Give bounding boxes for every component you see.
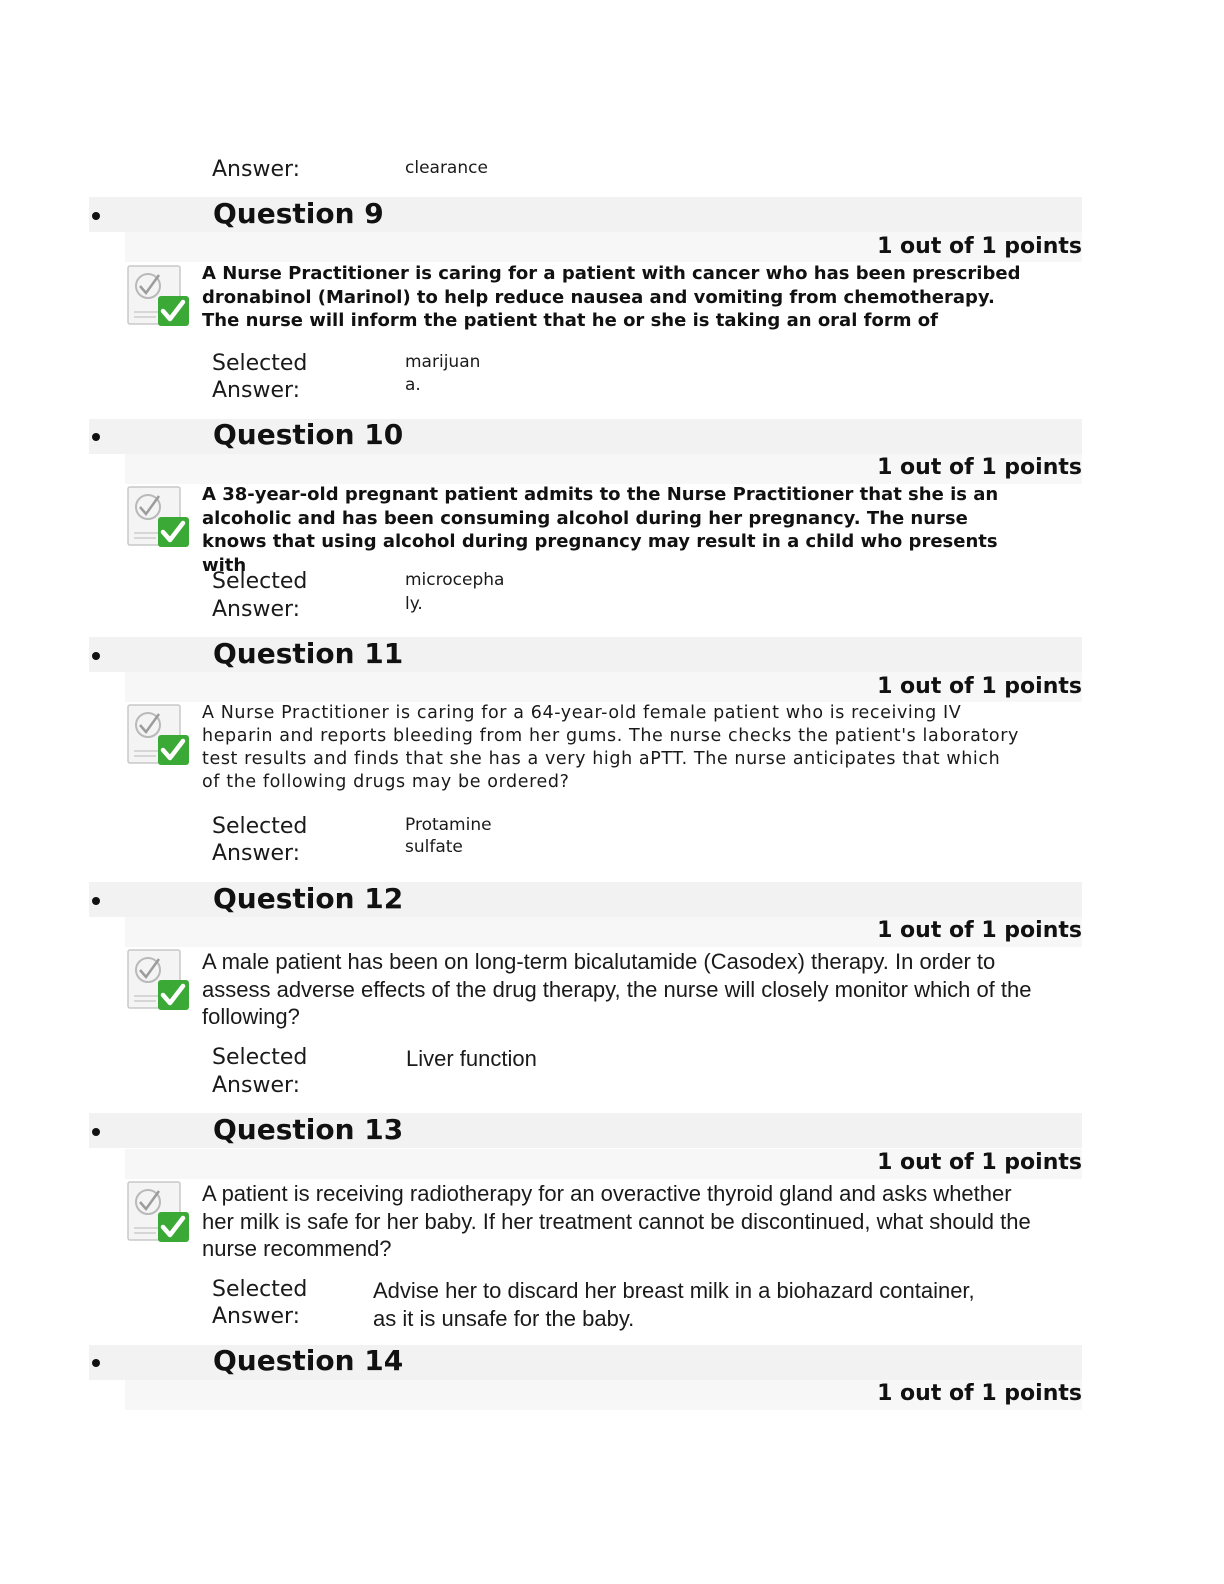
correct-checkmark-icon [126, 264, 190, 328]
selected-answer-line-1: Protamine [405, 815, 492, 835]
question-12-points: 1 out of 1 points [877, 918, 1082, 943]
question-13-text: A patient is receiving radiotherapy for an overactive thyroid gland and asks whether her milk is safe for her baby. If her treatment cannot be discontinued, what should the nurse recommend? [202, 1181, 1031, 1261]
answer-label: Answer: [212, 378, 301, 403]
question-11-points: 1 out of 1 points [877, 674, 1082, 699]
selected-answer-line-2: ly. [405, 594, 423, 614]
question-14-points: 1 out of 1 points [877, 1381, 1082, 1406]
correct-checkmark-icon [126, 703, 190, 767]
question-13-points: 1 out of 1 points [877, 1150, 1082, 1175]
correct-checkmark-icon [126, 485, 190, 549]
selected-answer-line-2: sulfate [405, 837, 463, 857]
correct-checkmark-icon [126, 1180, 190, 1244]
question-9-title: Question 9 [213, 197, 384, 230]
selected-label: Selected [212, 351, 308, 376]
question-12-text: A male patient has been on long-term bicalutamide (Casodex) therapy. In order to assess adverse effects of the drug therapy, the nurse will closely monitor which of the following? [202, 949, 1032, 1029]
answer-label: Answer: [212, 841, 301, 866]
question-9-points: 1 out of 1 points [877, 234, 1082, 259]
correct-checkmark-icon [126, 948, 190, 1012]
selected-label: Selected [212, 1277, 308, 1302]
prev-answer-label: Answer: [212, 157, 301, 182]
selected-answer: Advise her to discard her breast milk in a biohazard container, as it is unsafe for the baby. [373, 1278, 975, 1331]
question-10-text: A 38-year-old pregnant patient admits to the Nurse Practitioner that she is an alcoholic and has been consuming alcohol during her pregnancy. The nurse knows that using alcohol during pregnancy may result in a child who presents with [202, 484, 999, 576]
bullet [92, 1128, 100, 1136]
bullet [92, 897, 100, 905]
question-11-title: Question 11 [213, 637, 404, 670]
answer-label: Answer: [212, 1304, 301, 1329]
bullet [92, 1359, 100, 1367]
bullet [92, 652, 100, 660]
selected-answer: Liver function [406, 1046, 537, 1071]
selected-answer-line-1: microcepha [405, 570, 505, 590]
selected-answer-line-2: a. [405, 375, 421, 395]
question-9-text: A Nurse Practitioner is caring for a patient with cancer who has been prescribed dronabinol (Marinol) to help reduce nausea and vomiting from chemotherapy. The nurse will inform the patient that he or she is taking an oral form of [202, 263, 1021, 331]
question-10-points: 1 out of 1 points [877, 455, 1082, 480]
question-13-title: Question 13 [213, 1113, 404, 1146]
question-12-title: Question 12 [213, 882, 404, 915]
selected-label: Selected [212, 1045, 308, 1070]
question-10-title: Question 10 [213, 418, 404, 451]
selected-answer-line-1: marijuan [405, 352, 481, 372]
question-14-title: Question 14 [213, 1344, 404, 1377]
bullet [92, 212, 100, 220]
selected-label: Selected [212, 814, 308, 839]
answer-label: Answer: [212, 1073, 301, 1098]
bullet [92, 433, 100, 441]
selected-label: Selected [212, 569, 308, 594]
prev-answer-value: clearance [405, 158, 488, 178]
answer-label: Answer: [212, 597, 301, 622]
question-11-text: A Nurse Practitioner is caring for a 64-year-old female patient who is receiving IV heparin and reports bleeding from her gums. The nurse checks the patient's laboratory test results and finds that she has a very high aPTT. The nurse anticipates that which of the following drugs may be ordered? [202, 703, 1019, 792]
